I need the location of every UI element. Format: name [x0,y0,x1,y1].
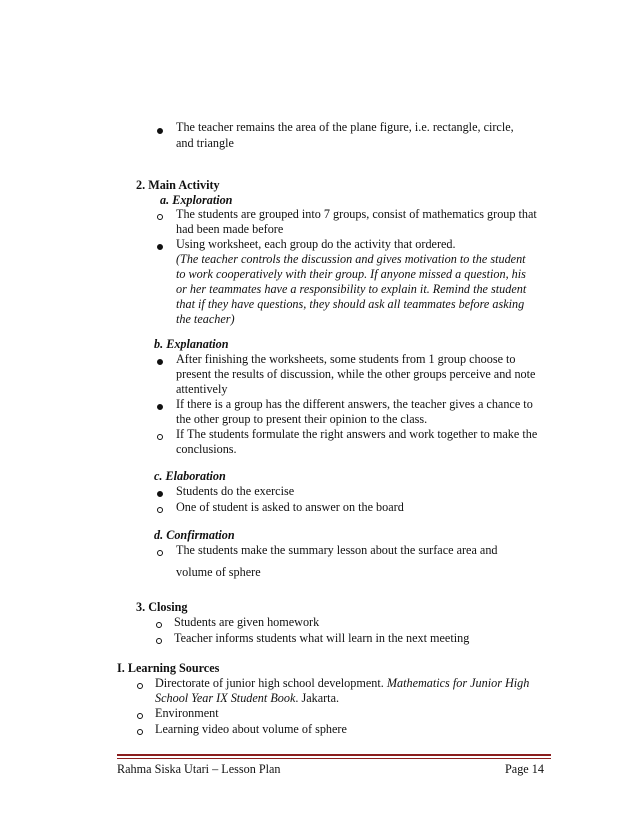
bullet-icon [137,683,143,689]
confirmation-heading: d. Confirmation [154,528,235,542]
closing-heading: 3. Closing [136,600,188,614]
main-activity-heading: 2. Main Activity [136,178,220,192]
explanation-b2-line1: If there is a group has the different answers, the teacher gives a chance to [176,397,533,411]
explanation-b3-line1: If The students formulate the right answers and work together to make the [176,427,538,441]
explanation-heading: b. Explanation [154,337,229,351]
closing-b1: Students are given homework [174,615,320,629]
bullet-icon [157,491,163,497]
bullet-icon [137,729,143,735]
exploration-note-line1: (The teacher controls the discussion and gives motivation to the student [176,252,526,266]
source-book-title-cont: School Year IX Student Book [155,691,296,705]
bullet-icon [157,404,163,410]
explanation-b1-line3: attentively [176,382,228,396]
bullet-icon [157,359,163,365]
exploration-note-line5: the teacher) [176,312,235,326]
bullet-icon [156,638,162,644]
footer-author: Rahma Siska Utari – Lesson Plan [117,762,281,776]
learning-sources-b1-line2 [155,691,339,706]
exploration-b2-line1: Using worksheet, each group do the activity that ordered. [176,237,456,251]
footer-rule-thin [117,758,551,759]
explanation-b1-line1: After finishing the worksheets, some students from 1 group choose to [176,352,516,366]
bullet-icon [157,214,163,220]
source-text: Directorate of junior high school development. [155,676,387,690]
learning-sources-b2: Environment [155,706,219,720]
learning-sources-b3: Learning video about volume of sphere [155,722,347,736]
bullet-icon [157,550,163,556]
exploration-note-line2: to work cooperatively with their group. If anyone missed a question, his [176,267,526,281]
exploration-note-line3: or her teammates have a responsibility to explain it. Remind the student [176,282,527,296]
intro-line-1: The teacher remains the area of the plane figure, i.e. rectangle, circle, [176,120,514,134]
closing-b2: Teacher informs students what will learn in the next meeting [174,631,470,645]
bullet-icon [157,434,163,440]
exploration-note-line4: that if they have questions, they should ask all teammates before asking [176,297,525,311]
exploration-b1-line2: had been made before [176,222,284,236]
intro-line-2: and triangle [176,136,234,150]
learning-sources-b1-line1 [155,676,529,691]
exploration-b1-line1: The students are grouped into 7 groups, consist of mathematics group that [176,207,537,221]
confirmation-b1-line1: The students make the summary lesson about the surface area and [176,543,498,557]
confirmation-b1-line2: volume of sphere [176,565,261,579]
elaboration-heading: c. Elaboration [154,469,226,483]
bullet-icon [157,507,163,513]
bullet-icon [137,713,143,719]
learning-sources-heading: I. Learning Sources [117,661,220,675]
footer-page-number: Page 14 [505,762,544,776]
source-book-title: Mathematics for Junior High [386,676,530,690]
elaboration-b2: One of student is asked to answer on the board [176,500,404,514]
exploration-heading: a. Exploration [160,193,233,207]
explanation-b3-line2: conclusions. [176,442,237,456]
bullet-icon [157,244,163,250]
elaboration-b1: Students do the exercise [176,484,295,498]
footer-rule [117,754,551,756]
bullet-icon [156,622,162,628]
source-place: . Jakarta. [295,691,340,705]
bullet-icon [157,128,163,134]
explanation-b1-line2: present the results of discussion, while the other groups perceive and note [176,367,536,381]
explanation-b2-line2: the other group to present their opinion to the class. [176,412,428,426]
